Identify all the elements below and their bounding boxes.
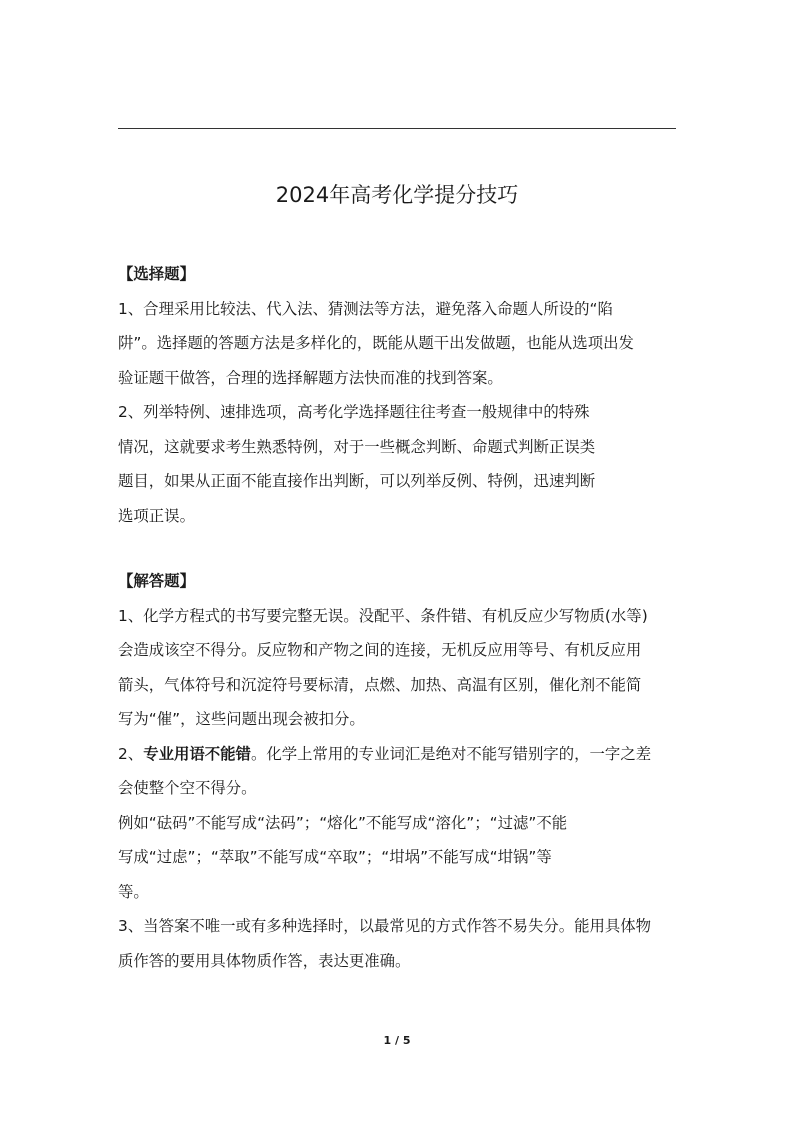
header-rule [118, 128, 676, 129]
paragraph-line: 情况，这就要求考生熟悉特例，对于一些概念判断、命题式判断正误类 [118, 437, 596, 456]
paragraph-line: 1、合理采用比较法、代入法、猜测法等方法，避免落入命题人所设的“陷 [118, 299, 613, 318]
paragraph-line: 等。 [118, 882, 149, 901]
paragraph-line: 写为“催”，这些问题出现会被扣分。 [118, 710, 365, 728]
paragraph-line: 质作答的要用具体物质作答，表达更准确。 [118, 951, 411, 970]
answer-tip-2-example [118, 806, 678, 910]
paragraph-line: 会使整个空不得分。 [118, 779, 257, 797]
paragraph-line: 选项正误。 [118, 506, 195, 525]
section-heading-multiple-choice: 【选择题】 [118, 265, 195, 283]
page-number: 1 / 5 [383, 1034, 411, 1047]
paragraph-line: 写成“过虑”；“萃取”不能写成“卒取”；“坩埚”不能写成“坩锅”等 [118, 848, 552, 866]
paragraph-line: 题目，如果从正面不能直接作出判断，可以列举反例、特例，迅速判断 [118, 472, 596, 490]
paragraph-line: 1、化学方程式的书写要完整无误。没配平、条件错、有机反应少写物质(水等) [118, 606, 648, 625]
choice-tip-1 [118, 292, 678, 396]
paragraph-line: 3、当答案不唯一或有多种选择时，以最常见的方式作答不易失分。能用具体物 [118, 917, 652, 935]
paragraph-line: 例如“砝码”不能写成“法码”；“熔化”不能写成“溶化”；“过滤”不能 [118, 813, 568, 832]
paragraph-line: 2、列举特例、速排选项，高考化学选择题往往考查一般规律中的特殊 [118, 403, 590, 421]
tip-number: 2、 [118, 744, 144, 763]
paragraph-line: 箭头，气体符号和沉淀符号要标清，点燃、加热、高温有区别，催化剂不能简 [118, 675, 642, 694]
paragraph-line: 验证题干做答，合理的选择解题方法快而准的找到答案。 [118, 368, 503, 387]
bold-emphasis: 专业用语不能错 [143, 744, 251, 763]
section-multiple-choice [118, 257, 678, 533]
section-answer-questions [118, 564, 678, 978]
tip-text: 。化学上常用的专业词汇是绝对不能写错别字的，一字之差 [250, 744, 652, 763]
paragraph-line [118, 737, 678, 772]
answer-tip-1 [118, 599, 678, 737]
section-heading-answer-questions: 【解答题】 [118, 572, 195, 590]
choice-tip-2 [118, 395, 678, 533]
answer-tip-2 [118, 737, 678, 806]
document-title: 2024年高考化学提分技巧 [275, 183, 519, 207]
paragraph-line: 会造成该空不得分。反应物和产物之间的连接，无机反应用等号、有机反应用 [118, 641, 642, 659]
answer-tip-3 [118, 909, 678, 978]
paragraph-line: 阱”。选择题的答题方法是多样化的，既能从题干出发做题，也能从选项出发 [118, 334, 634, 352]
